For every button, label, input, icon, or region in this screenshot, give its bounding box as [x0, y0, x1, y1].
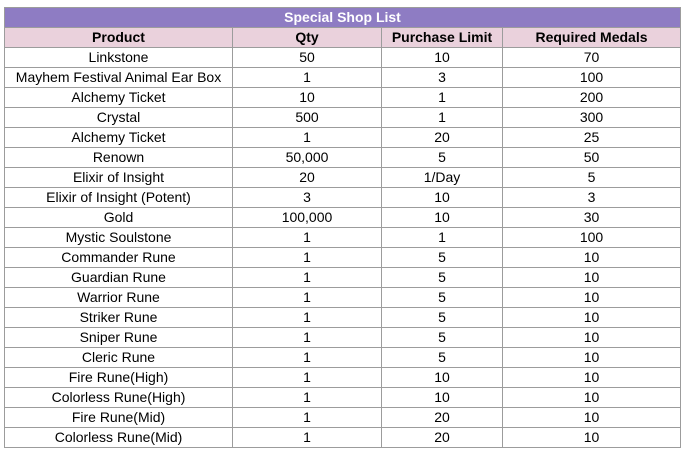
- table-row: [5, 328, 681, 348]
- column-header-product: Product: [5, 28, 233, 48]
- required-medals-cell: 10: [503, 348, 681, 368]
- column-header-purchase-limit: Purchase Limit: [382, 28, 503, 48]
- table-row: [5, 48, 681, 68]
- purchase-limit-cell: 10: [382, 388, 503, 408]
- purchase-limit-cell: 5: [382, 348, 503, 368]
- required-medals-cell: 300: [503, 108, 681, 128]
- header-row: [5, 28, 681, 48]
- purchase-limit-cell: 10: [382, 368, 503, 388]
- product-cell: Striker Rune: [5, 308, 233, 328]
- column-header-required-medals: Required Medals: [503, 28, 681, 48]
- qty-cell: 1: [233, 408, 382, 428]
- required-medals-cell: 10: [503, 388, 681, 408]
- table-row: [5, 388, 681, 408]
- required-medals-cell: 10: [503, 288, 681, 308]
- qty-cell: 1: [233, 348, 382, 368]
- qty-cell: 1: [233, 128, 382, 148]
- required-medals-cell: 10: [503, 268, 681, 288]
- purchase-limit-cell: 1: [382, 88, 503, 108]
- qty-cell: 1: [233, 288, 382, 308]
- required-medals-cell: 10: [503, 308, 681, 328]
- purchase-limit-cell: 10: [382, 208, 503, 228]
- qty-cell: 10: [233, 88, 382, 108]
- table-row: [5, 88, 681, 108]
- purchase-limit-cell: 5: [382, 268, 503, 288]
- qty-cell: 1: [233, 328, 382, 348]
- column-header-qty: Qty: [233, 28, 382, 48]
- qty-cell: 1: [233, 388, 382, 408]
- required-medals-cell: 30: [503, 208, 681, 228]
- required-medals-cell: 10: [503, 328, 681, 348]
- purchase-limit-cell: 10: [382, 48, 503, 68]
- product-cell: Fire Rune(Mid): [5, 408, 233, 428]
- qty-cell: 50,000: [233, 148, 382, 168]
- required-medals-cell: 10: [503, 408, 681, 428]
- product-cell: Elixir of Insight: [5, 168, 233, 188]
- table-row: [5, 288, 681, 308]
- product-cell: Alchemy Ticket: [5, 88, 233, 108]
- table-row: [5, 108, 681, 128]
- purchase-limit-cell: 10: [382, 188, 503, 208]
- qty-cell: 500: [233, 108, 382, 128]
- required-medals-cell: 10: [503, 248, 681, 268]
- qty-cell: 100,000: [233, 208, 382, 228]
- purchase-limit-cell: 20: [382, 428, 503, 448]
- product-cell: Cleric Rune: [5, 348, 233, 368]
- product-cell: Warrior Rune: [5, 288, 233, 308]
- required-medals-cell: 25: [503, 128, 681, 148]
- required-medals-cell: 50: [503, 148, 681, 168]
- product-cell: Renown: [5, 148, 233, 168]
- product-cell: Mayhem Festival Animal Ear Box: [5, 68, 233, 88]
- required-medals-cell: 5: [503, 168, 681, 188]
- table-row: [5, 408, 681, 428]
- qty-cell: 3: [233, 188, 382, 208]
- product-cell: Commander Rune: [5, 248, 233, 268]
- purchase-limit-cell: 5: [382, 328, 503, 348]
- purchase-limit-cell: 1: [382, 108, 503, 128]
- product-cell: Elixir of Insight (Potent): [5, 188, 233, 208]
- table-row: [5, 248, 681, 268]
- required-medals-cell: 70: [503, 48, 681, 68]
- product-cell: Mystic Soulstone: [5, 228, 233, 248]
- purchase-limit-cell: 20: [382, 128, 503, 148]
- qty-cell: 1: [233, 248, 382, 268]
- required-medals-cell: 3: [503, 188, 681, 208]
- purchase-limit-cell: 20: [382, 408, 503, 428]
- required-medals-cell: 100: [503, 228, 681, 248]
- product-cell: Sniper Rune: [5, 328, 233, 348]
- product-cell: Guardian Rune: [5, 268, 233, 288]
- product-cell: Crystal: [5, 108, 233, 128]
- product-cell: Fire Rune(High): [5, 368, 233, 388]
- purchase-limit-cell: 5: [382, 288, 503, 308]
- qty-cell: 1: [233, 368, 382, 388]
- qty-cell: 1: [233, 268, 382, 288]
- table-row: [5, 208, 681, 228]
- table-row: [5, 188, 681, 208]
- purchase-limit-cell: 1/Day: [382, 168, 503, 188]
- table-body: [5, 48, 681, 448]
- purchase-limit-cell: 3: [382, 68, 503, 88]
- purchase-limit-cell: 1: [382, 228, 503, 248]
- table-row: [5, 308, 681, 328]
- qty-cell: 50: [233, 48, 382, 68]
- qty-cell: 1: [233, 68, 382, 88]
- qty-cell: 1: [233, 428, 382, 448]
- required-medals-cell: 10: [503, 368, 681, 388]
- product-cell: Alchemy Ticket: [5, 128, 233, 148]
- product-cell: Gold: [5, 208, 233, 228]
- purchase-limit-cell: 5: [382, 248, 503, 268]
- qty-cell: 20: [233, 168, 382, 188]
- table-title: Special Shop List: [5, 8, 681, 28]
- table-row: [5, 68, 681, 88]
- title-row: [5, 8, 681, 28]
- table-row: [5, 428, 681, 448]
- table-row: [5, 268, 681, 288]
- table-row: [5, 368, 681, 388]
- required-medals-cell: 100: [503, 68, 681, 88]
- table-row: [5, 168, 681, 188]
- table-row: [5, 348, 681, 368]
- product-cell: Colorless Rune(High): [5, 388, 233, 408]
- table-row: [5, 128, 681, 148]
- purchase-limit-cell: 5: [382, 148, 503, 168]
- table-row: [5, 148, 681, 168]
- product-cell: Colorless Rune(Mid): [5, 428, 233, 448]
- purchase-limit-cell: 5: [382, 308, 503, 328]
- qty-cell: 1: [233, 228, 382, 248]
- qty-cell: 1: [233, 308, 382, 328]
- required-medals-cell: 10: [503, 428, 681, 448]
- table-row: [5, 228, 681, 248]
- required-medals-cell: 200: [503, 88, 681, 108]
- special-shop-table: [4, 7, 681, 448]
- product-cell: Linkstone: [5, 48, 233, 68]
